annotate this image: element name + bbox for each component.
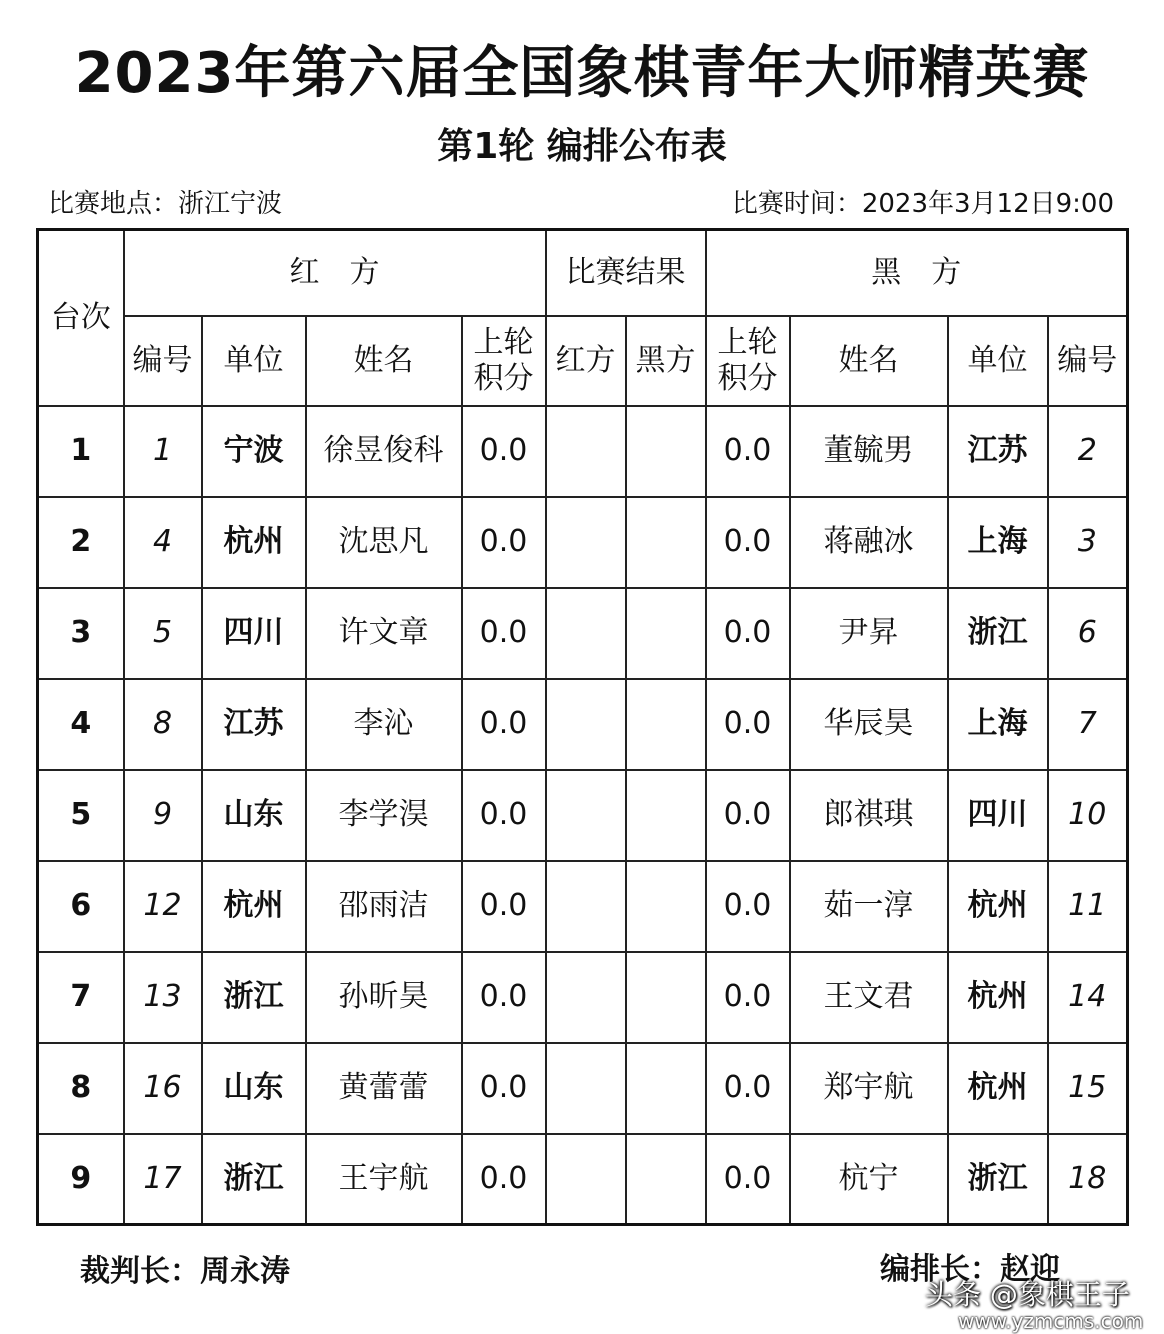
black-name-cell: 茹一淳 [790, 861, 948, 952]
black-prev-score-cell: 0.0 [706, 679, 790, 770]
black-prev-score-cell: 0.0 [706, 861, 790, 952]
red-number-cell: 4 [124, 497, 202, 588]
red-prev-score-cell: 0.0 [462, 406, 546, 497]
table-row [38, 1043, 1128, 1134]
header-black-side: 黑 方 [706, 230, 1128, 316]
header-red-side: 红 方 [124, 230, 546, 316]
red-name-cell: 王宇航 [306, 1134, 462, 1225]
arranger: 编排长：赵迎 [880, 1252, 1060, 1287]
black-name-cell: 董毓男 [790, 406, 948, 497]
page-subtitle: 第1轮 编排公布表 [437, 126, 727, 167]
black-number-cell: 2 [1048, 406, 1128, 497]
black-prev-score-cell: 0.0 [706, 1134, 790, 1225]
result-black-cell [626, 770, 706, 861]
red-number-cell: 5 [124, 588, 202, 679]
result-red-cell [546, 1043, 626, 1134]
red-unit-cell: 浙江 [202, 1134, 306, 1225]
red-number-cell: 8 [124, 679, 202, 770]
watermark-url: www.yzmcms.com [958, 1309, 1144, 1333]
red-unit-cell: 宁波 [202, 406, 306, 497]
black-number-cell: 10 [1048, 770, 1128, 861]
red-name-cell: 黄蕾蕾 [306, 1043, 462, 1134]
black-name-cell: 郑宇航 [790, 1043, 948, 1134]
red-name-cell: 李学淏 [306, 770, 462, 861]
prev-score-line1: 上轮 [717, 324, 778, 360]
header-black-prev-score [706, 316, 790, 406]
pairing-rows [38, 406, 1128, 1225]
black-number-cell: 7 [1048, 679, 1128, 770]
red-number-cell: 17 [124, 1134, 202, 1225]
table-number-cell: 8 [38, 1043, 124, 1134]
result-red-cell [546, 770, 626, 861]
red-unit-cell: 杭州 [202, 861, 306, 952]
black-unit-cell: 上海 [948, 679, 1048, 770]
table-number-cell: 9 [38, 1134, 124, 1225]
black-unit-cell: 浙江 [948, 588, 1048, 679]
red-name-cell: 徐昱俊科 [306, 406, 462, 497]
result-red-cell [546, 679, 626, 770]
result-red-cell [546, 952, 626, 1043]
red-number-cell: 1 [124, 406, 202, 497]
result-black-cell [626, 1043, 706, 1134]
red-number-cell: 12 [124, 861, 202, 952]
table-number-cell: 1 [38, 406, 124, 497]
red-prev-score-cell: 0.0 [462, 1134, 546, 1225]
red-unit-cell: 山东 [202, 1043, 306, 1134]
header-table-no: 台次 [38, 230, 124, 406]
black-unit-cell: 江苏 [948, 406, 1048, 497]
table-row [38, 588, 1128, 679]
header-black-name: 姓名 [790, 316, 948, 406]
venue-label: 比赛地点：浙江宁波 [48, 189, 283, 219]
black-number-cell: 18 [1048, 1134, 1128, 1225]
time-label: 比赛时间：2023年3月12日9:00 [731, 189, 1114, 219]
result-red-cell [546, 861, 626, 952]
header-row-top [38, 230, 1128, 316]
header-red-unit: 单位 [202, 316, 306, 406]
result-black-cell [626, 952, 706, 1043]
header-red-prev-score [462, 316, 546, 406]
result-red-cell [546, 497, 626, 588]
table-row [38, 497, 1128, 588]
black-number-cell: 15 [1048, 1043, 1128, 1134]
watermark-author: 头条 @象棋王子 [925, 1278, 1130, 1311]
red-prev-score-cell: 0.0 [462, 679, 546, 770]
result-black-cell [626, 406, 706, 497]
red-prev-score-cell: 0.0 [462, 952, 546, 1043]
black-prev-score-cell: 0.0 [706, 497, 790, 588]
prev-score-line2: 积分 [473, 360, 534, 396]
black-prev-score-cell: 0.0 [706, 1043, 790, 1134]
red-name-cell: 李沁 [306, 679, 462, 770]
chief-referee: 裁判长：周永涛 [80, 1254, 290, 1289]
black-unit-cell: 四川 [948, 770, 1048, 861]
header-result-black: 黑方 [626, 316, 706, 406]
result-black-cell [626, 497, 706, 588]
header-result-red: 红方 [546, 316, 626, 406]
black-name-cell: 杭宁 [790, 1134, 948, 1225]
prev-score-line2: 积分 [717, 360, 778, 396]
result-red-cell [546, 588, 626, 679]
table-row [38, 770, 1128, 861]
table-row [38, 952, 1128, 1043]
red-prev-score-cell: 0.0 [462, 1043, 546, 1134]
table-row [38, 406, 1128, 497]
table-row [38, 1134, 1128, 1225]
black-number-cell: 11 [1048, 861, 1128, 952]
header-result: 比赛结果 [546, 230, 706, 316]
red-number-cell: 16 [124, 1043, 202, 1134]
red-unit-cell: 山东 [202, 770, 306, 861]
table-number-cell: 5 [38, 770, 124, 861]
table-number-cell: 3 [38, 588, 124, 679]
red-unit-cell: 四川 [202, 588, 306, 679]
page-title: 2023年第六届全国象棋青年大师精英赛 [74, 41, 1090, 106]
table-number-cell: 4 [38, 679, 124, 770]
header-black-number: 编号 [1048, 316, 1128, 406]
table-row [38, 861, 1128, 952]
pairing-table [36, 228, 1129, 1226]
black-prev-score-cell: 0.0 [706, 770, 790, 861]
black-number-cell: 3 [1048, 497, 1128, 588]
result-black-cell [626, 588, 706, 679]
result-black-cell [626, 1134, 706, 1225]
red-name-cell: 邵雨洁 [306, 861, 462, 952]
black-name-cell: 王文君 [790, 952, 948, 1043]
red-prev-score-cell: 0.0 [462, 497, 546, 588]
result-red-cell [546, 1134, 626, 1225]
black-prev-score-cell: 0.0 [706, 406, 790, 497]
black-number-cell: 6 [1048, 588, 1128, 679]
black-prev-score-cell: 0.0 [706, 952, 790, 1043]
black-unit-cell: 杭州 [948, 861, 1048, 952]
black-number-cell: 14 [1048, 952, 1128, 1043]
red-unit-cell: 杭州 [202, 497, 306, 588]
black-prev-score-cell: 0.0 [706, 588, 790, 679]
red-number-cell: 9 [124, 770, 202, 861]
table-number-cell: 2 [38, 497, 124, 588]
header-red-number: 编号 [124, 316, 202, 406]
red-prev-score-cell: 0.0 [462, 770, 546, 861]
red-name-cell: 孙昕昊 [306, 952, 462, 1043]
black-name-cell: 华辰昊 [790, 679, 948, 770]
black-name-cell: 尹昇 [790, 588, 948, 679]
black-name-cell: 郎祺琪 [790, 770, 948, 861]
red-number-cell: 13 [124, 952, 202, 1043]
prev-score-line1: 上轮 [473, 324, 534, 360]
result-black-cell [626, 679, 706, 770]
red-prev-score-cell: 0.0 [462, 861, 546, 952]
header-row-sub [38, 316, 1128, 406]
red-name-cell: 沈思凡 [306, 497, 462, 588]
black-unit-cell: 杭州 [948, 1043, 1048, 1134]
red-unit-cell: 浙江 [202, 952, 306, 1043]
black-unit-cell: 上海 [948, 497, 1048, 588]
header-red-name: 姓名 [306, 316, 462, 406]
table-row [38, 679, 1128, 770]
result-red-cell [546, 406, 626, 497]
red-name-cell: 许文章 [306, 588, 462, 679]
red-unit-cell: 江苏 [202, 679, 306, 770]
black-unit-cell: 浙江 [948, 1134, 1048, 1225]
header-black-unit: 单位 [948, 316, 1048, 406]
black-unit-cell: 杭州 [948, 952, 1048, 1043]
table-number-cell: 7 [38, 952, 124, 1043]
result-black-cell [626, 861, 706, 952]
table-number-cell: 6 [38, 861, 124, 952]
black-name-cell: 蒋融冰 [790, 497, 948, 588]
red-prev-score-cell: 0.0 [462, 588, 546, 679]
